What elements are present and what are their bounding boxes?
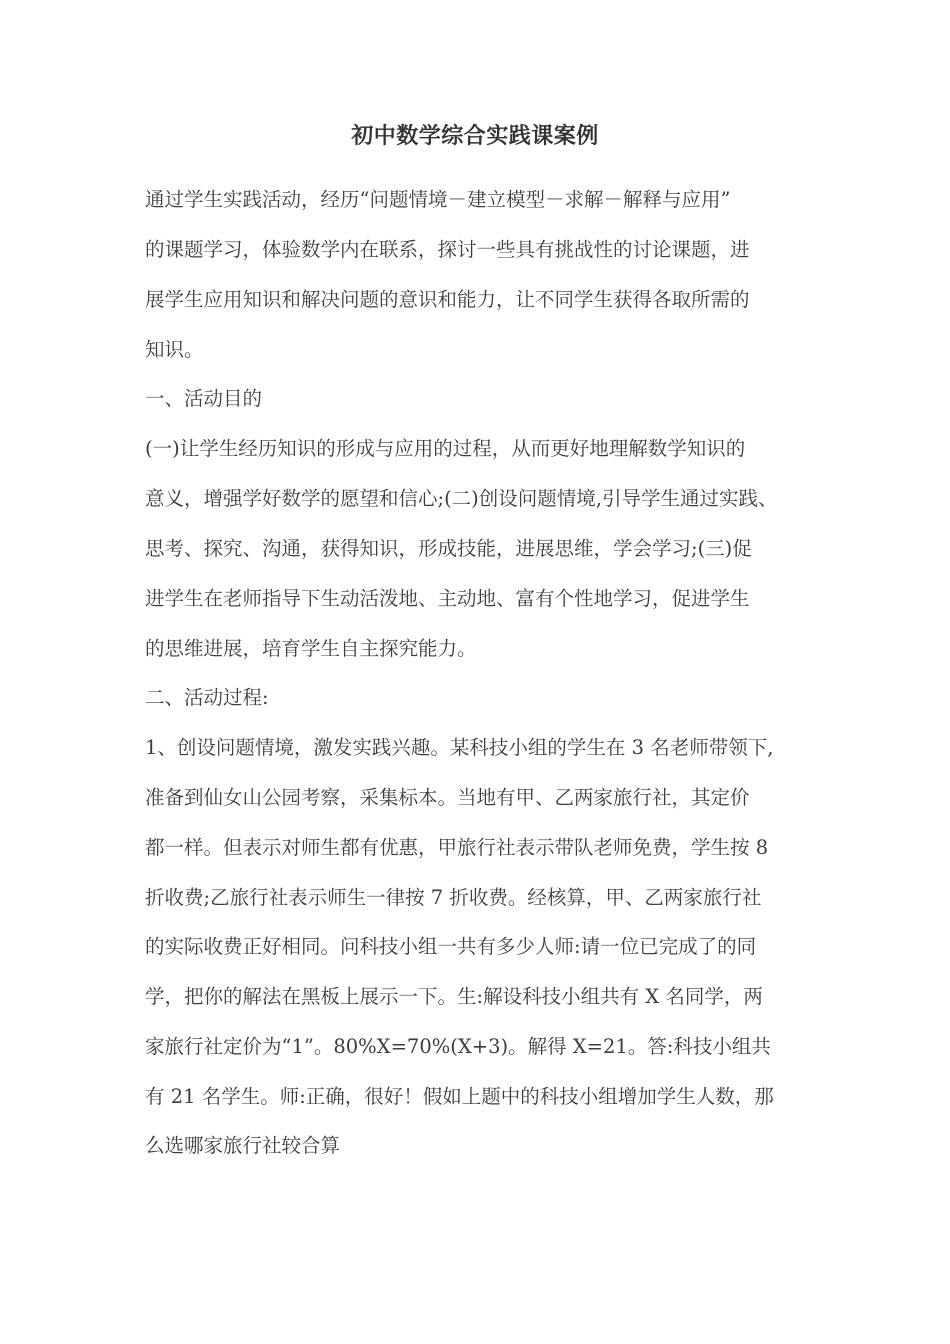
body-line-14: 都一样。但表示对师生都有优惠，甲旅行社表示带队老师免费，学生按 8 <box>145 836 769 859</box>
body-line-18: 家旅行社定价为“1”。80%X=70%(X+3)。解得 X=21。答:科技小组共 <box>145 1035 771 1058</box>
body-line-1: 通过学生实践活动，经历“问题情境－建立模型－求解－解释与应用” <box>145 188 731 211</box>
document-title: 初中数学综合实践课案例 <box>351 123 599 149</box>
body-line-20: 么选哪家旅行社较合算 <box>145 1134 341 1157</box>
body-line-15: 折收费;乙旅行社表示师生一律按 7 折收费。经核算，甲、乙两家旅行社 <box>145 886 762 909</box>
body-line-13: 准备到仙女山公园考察，采集标本。当地有甲、乙两家旅行社，其定价 <box>145 786 750 809</box>
body-line-17: 学，把你的解法在黑板上展示一下。生:解设科技小组共有 X 名同学，两 <box>145 985 763 1008</box>
body-line-3: 展学生应用知识和解决问题的意识和能力，让不同学生获得各取所需的 <box>145 288 750 311</box>
body-line-4: 知识。 <box>145 338 204 361</box>
body-line-19: 有 21 名学生。师:正确，很好！假如上题中的科技小组增加学生人数，那 <box>145 1085 774 1108</box>
body-line-9: 进学生在老师指导下生动活泼地、主动地、富有个性地学习，促进学生 <box>145 587 750 610</box>
body-line-7: 意义，增强学好数学的愿望和信心;(二)创设问题情境,引导学生通过实践、 <box>145 487 778 510</box>
body-line-12: 1、创设问题情境，激发实践兴趣。某科技小组的学生在 3 名老师带领下, <box>145 736 774 759</box>
body-line-10: 的思维进展，培育学生自主探究能力。 <box>145 637 477 660</box>
body-line-2: 的课题学习，体验数学内在联系，探讨一些具有挑战性的讨论课题，进 <box>145 238 750 261</box>
body-line-6: (一)让学生经历知识的形成与应用的过程，从而更好地理解数学知识的 <box>145 437 746 460</box>
section-heading-purpose: 一、活动目的 <box>145 387 263 410</box>
body-line-8: 思考、探究、沟通，获得知识，形成技能，进展思维，学会学习;(三)促 <box>145 537 752 560</box>
section-heading-process: 二、活动过程: <box>145 686 269 709</box>
body-line-16: 的实际收费正好相同。问科技小组一共有多少人师:请一位已完成了的同 <box>145 935 757 958</box>
